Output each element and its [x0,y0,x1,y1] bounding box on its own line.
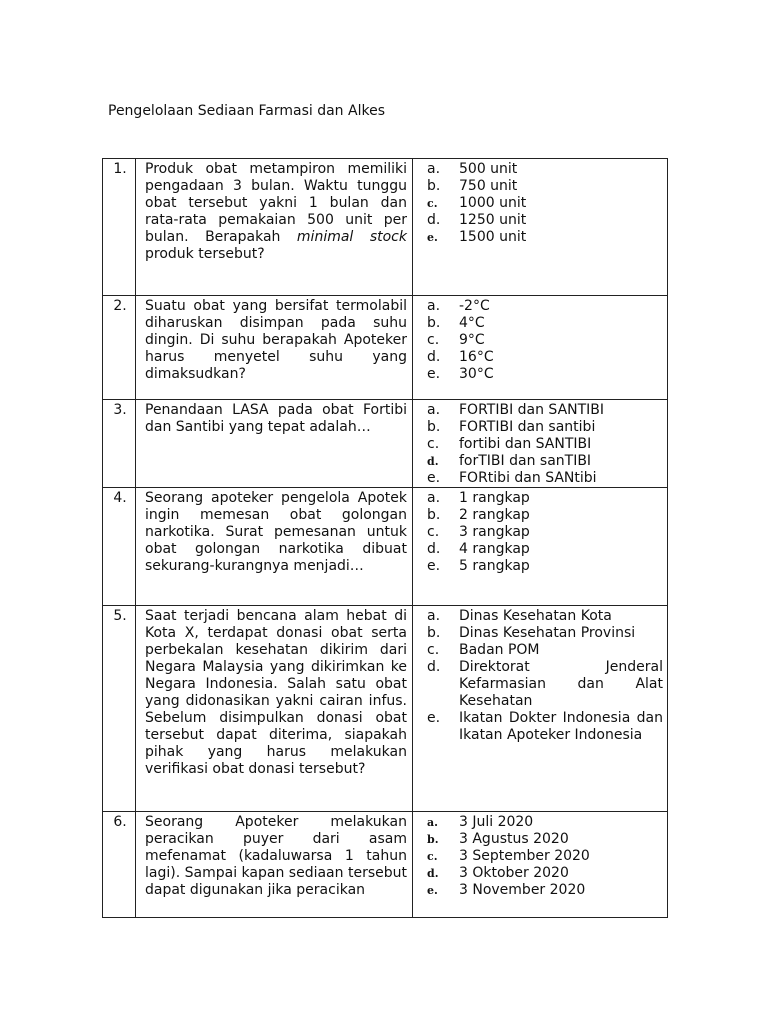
answer-option [413,541,663,558]
option-text: 3 Juli 2020 [459,814,534,830]
answer-options-cell [413,606,668,812]
question-text-emphasis: minimal stock [296,229,407,245]
answer-option [413,882,663,899]
answer-options-cell [413,159,668,296]
answer-option [413,470,663,487]
answer-options [413,400,667,487]
answer-option [413,831,663,848]
option-letter: e. [427,231,438,244]
option-text: Ikatan Dokter Indonesia dan Ikatan Apoteker Indonesia [459,710,663,743]
option-text: 5 rangkap [459,558,530,574]
option-text: 3 September 2020 [459,848,590,864]
option-text: 750 unit [459,178,518,194]
question-text: Seorang Apoteker melakukan peracikan puyer dari asam mefenamat (kadaluwarsa 1 tahun lagi). Sampai kapan sediaan tersebut dapat digunakan jika peracikan [145,814,407,898]
answer-option [413,659,663,710]
option-text: -2°C [459,298,490,314]
option-letter: d. [427,659,441,675]
answer-option [413,229,663,246]
answer-option [413,453,663,470]
answer-option [413,710,663,744]
answer-option [413,178,663,195]
answer-options [413,296,667,383]
option-letter: b. [427,833,439,846]
option-text: 4°C [459,315,485,331]
option-text: 3 Oktober 2020 [459,865,569,881]
option-letter: d. [427,867,439,880]
question-text-cell [136,488,413,606]
answer-option [413,625,663,642]
option-text: 16°C [459,349,494,365]
option-letter: b. [427,419,441,435]
question-number: 5. [113,608,127,624]
option-text: 1000 unit [459,195,527,211]
question-table [102,158,668,918]
option-text: 1250 unit [459,212,527,228]
option-text: FORtibi dan SANtibi [459,470,597,486]
option-letter: e. [427,884,438,897]
answer-option [413,814,663,831]
question-text-cell [136,606,413,812]
option-text: 4 rangkap [459,541,530,557]
question-number-cell [103,488,136,606]
option-letter: a. [427,816,438,829]
answer-options [413,159,667,246]
answer-option [413,865,663,882]
question-number-cell [103,159,136,296]
answer-options-cell [413,296,668,400]
answer-option [413,642,663,659]
option-letter: a. [427,402,441,418]
option-letter: c. [427,197,438,210]
question-row [103,159,668,296]
question-text-part: produk tersebut? [145,246,265,262]
option-text: Dinas Kesehatan Provinsi [459,625,636,641]
option-text: 3 rangkap [459,524,530,540]
answer-option [413,332,663,349]
answer-option [413,490,663,507]
answer-option [413,402,663,419]
answer-option [413,419,663,436]
option-letter: b. [427,178,441,194]
document-title: Pengelolaan Sediaan Farmasi dan Alkes [108,103,385,119]
answer-option [413,436,663,453]
option-letter: a. [427,161,441,177]
option-text: 1500 unit [459,229,527,245]
question-text [136,159,412,263]
option-letter: c. [427,850,438,863]
answer-option [413,195,663,212]
answer-options-cell [413,400,668,488]
question-text: Suatu obat yang bersifat termolabil diharuskan disimpan pada suhu dingin. Di suhu berapakah Apoteker harus menyetel suhu yang dimaksudkan? [145,298,407,382]
answer-option [413,848,663,865]
option-text: fortibi dan SANTIBI [459,436,592,452]
answer-option [413,349,663,366]
question-number-cell [103,400,136,488]
answer-option [413,212,663,229]
answer-options-cell [413,812,668,918]
question-number-cell [103,606,136,812]
answer-options [413,606,667,744]
option-letter: d. [427,212,441,228]
question-text-cell [136,296,413,400]
option-text: 9°C [459,332,485,348]
option-text: FORTIBI dan SANTIBI [459,402,605,418]
option-text: FORTIBI dan santibi [459,419,596,435]
option-text: 3 November 2020 [459,882,586,898]
option-letter: b. [427,625,441,641]
option-letter: a. [427,490,441,506]
question-text-part: Produk obat metampiron memiliki pengadaan 3 bulan. Waktu tunggu obat tersebut yakni 1 bulan dan rata-rata pemakaian 500 unit per bulan. Berapakah [145,161,407,245]
option-letter: c. [427,436,440,452]
answer-option [413,507,663,524]
option-text: Direktorat Jenderal Kefarmasian dan Alat Kesehatan [459,659,663,709]
answer-option [413,366,663,383]
option-letter: c. [427,332,440,348]
answer-option [413,524,663,541]
option-letter: e. [427,470,441,486]
question-text: Saat terjadi bencana alam hebat di Kota X, terdapat donasi obat serta perbekalan kesehatan dikirim dari Negara Malaysia yang dikirimkan ke Negara Indonesia. Salah satu obat yang didonasikan yakni cairan infus. Sebelum disimpulkan donasi obat tersebut dapat diterima, siapakah pihak yang harus melakukan verifikasi obat donasi tersebut? [145,608,407,777]
answer-option [413,315,663,332]
answer-option [413,608,663,625]
question-number: 2. [113,298,127,314]
question-text: Seorang apoteker pengelola Apotek ingin memesan obat golongan narkotika. Surat pemesanan untuk obat golongan narkotika dibuat sekurang-kurangnya menjadi… [145,490,407,574]
option-letter: a. [427,608,441,624]
option-text: 1 rangkap [459,490,530,506]
option-letter: e. [427,366,441,382]
option-letter: e. [427,558,441,574]
question-row [103,606,668,812]
answer-option [413,558,663,575]
option-letter: b. [427,507,441,523]
answer-options-cell [413,488,668,606]
answer-option [413,298,663,315]
option-text: Dinas Kesehatan Kota [459,608,612,624]
option-text: forTIBI dan sanTIBI [459,453,592,469]
question-number: 6. [113,814,127,830]
option-text: Badan POM [459,642,540,658]
question-row [103,488,668,606]
option-letter: c. [427,642,440,658]
question-row [103,400,668,488]
option-letter: b. [427,315,441,331]
question-number-cell [103,296,136,400]
option-text: 3 Agustus 2020 [459,831,569,847]
question-text-cell [136,400,413,488]
question-row [103,296,668,400]
option-text: 2 rangkap [459,507,530,523]
option-letter: c. [427,524,440,540]
option-text: 30°C [459,366,494,382]
question-text: Penandaan LASA pada obat Fortibi dan Santibi yang tepat adalah… [145,402,407,435]
option-text: 500 unit [459,161,518,177]
answer-options [413,812,667,899]
question-number: 1. [113,161,127,177]
question-number: 3. [113,402,127,418]
question-number-cell [103,812,136,918]
answer-options [413,488,667,575]
option-letter: d. [427,541,441,557]
option-letter: a. [427,298,441,314]
question-text-cell [136,159,413,296]
answer-option [413,161,663,178]
option-letter: d. [427,349,441,365]
option-letter: d. [427,455,439,468]
question-text-cell [136,812,413,918]
question-number: 4. [113,490,127,506]
option-letter: e. [427,710,441,726]
question-row [103,812,668,918]
